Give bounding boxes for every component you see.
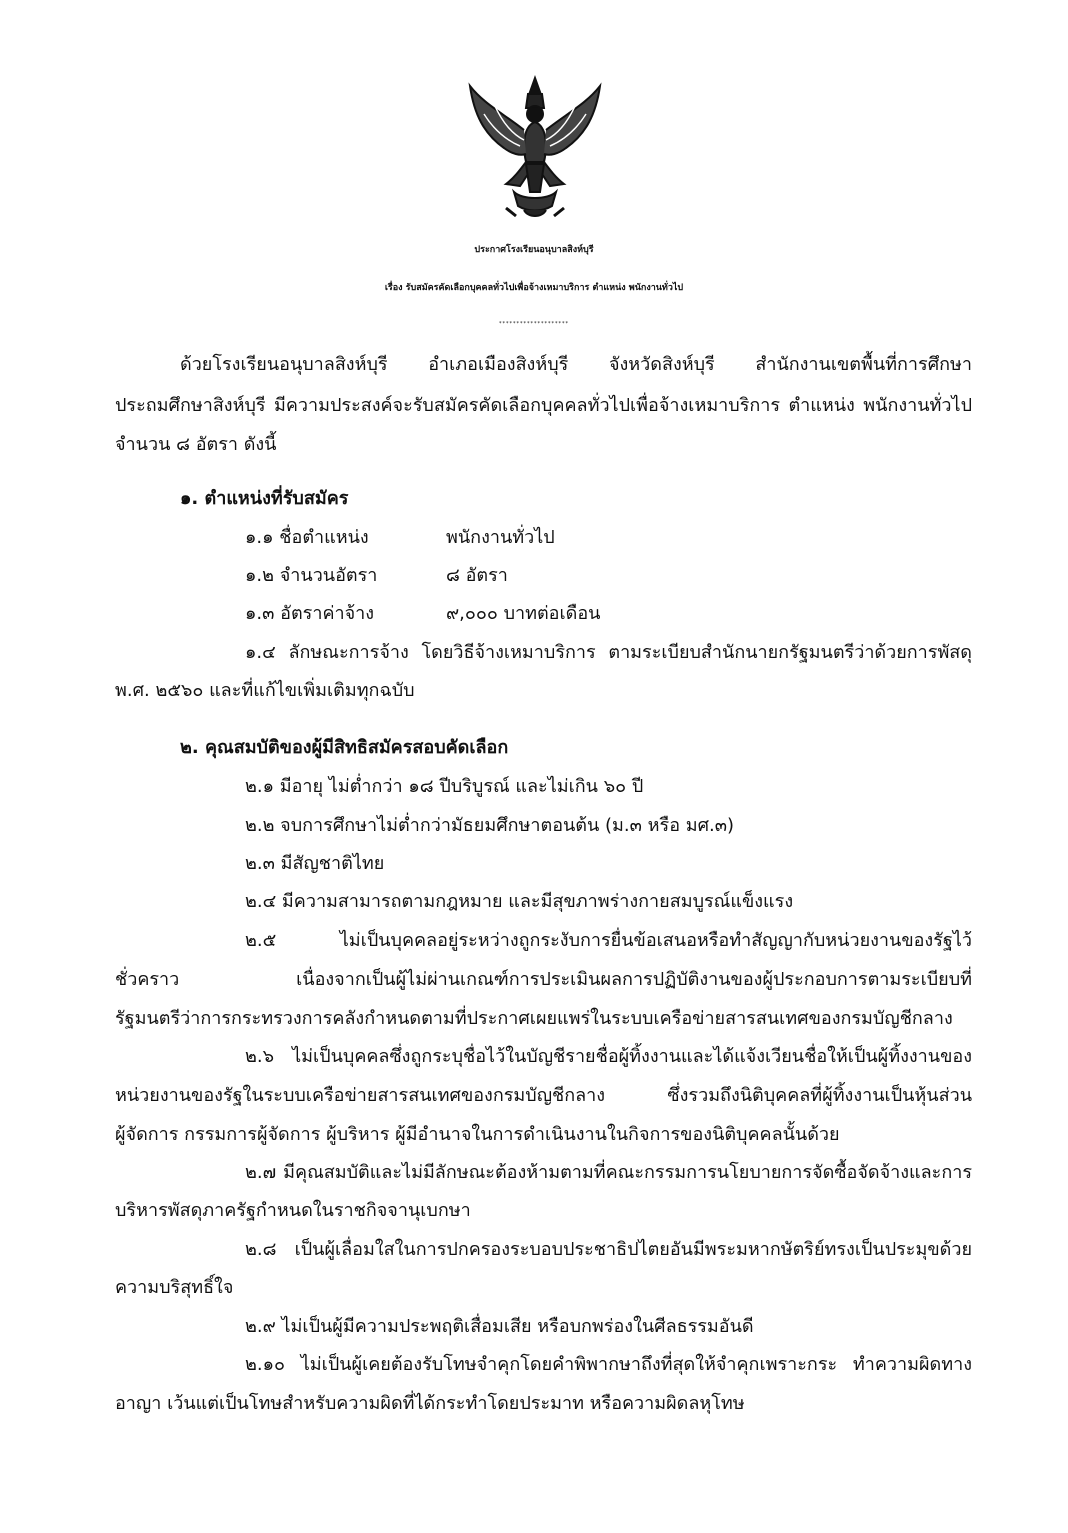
section-2-item-5-line-1: ๒.๕ ไม่เป็นบุคคลอยู่ระหว่างถูกระงับการยื่นข้อเสนอหรือทำสัญญากับหน่วยงานของรัฐไว้ — [245, 930, 972, 951]
section-1-item-4-line-1: ๑.๔ ลักษณะการจ้าง โดยวิธีจ้างเหมาบริการ ตามระเบียบสำนักนายกรัฐมนตรีว่าด้วยการพัสดุ — [245, 642, 972, 663]
intro-line-3: จำนวน ๘ อัตรา ดังนี้ — [115, 434, 277, 455]
section-1-item-value: ๙,๐๐๐ บาทต่อเดือน — [446, 603, 601, 624]
announcement-title: ประกาศโรงเรียนอนุบาลสิงห์บุรี — [474, 245, 594, 255]
section-1-item-value: พนักงานทั่วไป — [446, 527, 555, 548]
section-2-item-6-line-2: หน่วยงานของรัฐในระบบเครือข่ายสารสนเทศของกรมบัญชีกลาง ซึ่งรวมถึงนิติบุคคลที่ผู้ทิ้งงานเป็นหุ้นส่วน — [115, 1085, 972, 1106]
section-2-item-9: ๒.๙ ไม่เป็นผู้มีความประพฤติเสื่อมเสีย หรือบกพร่องในศีลธรรมอันดี — [245, 1316, 754, 1337]
section-2-item-10-line-2: อาญา เว้นแต่เป็นโทษสำหรับความผิดที่ได้กระทำโดยประมาท หรือความผิดลหุโทษ — [115, 1393, 745, 1414]
garuda-emblem-icon — [464, 74, 606, 220]
section-2-item-8-line-1: ๒.๘ เป็นผู้เลื่อมใสในการปกครองระบอบประชาธิปไตยอันมีพระมหากษัตริย์ทรงเป็นประมุขด้วย — [245, 1239, 972, 1260]
section-2-item-1: ๒.๑ มีอายุ ไม่ต่ำกว่า ๑๘ ปีบริบูรณ์ และไม่เกิน ๖๐ ปี — [245, 776, 644, 797]
announcement-subject: เรื่อง รับสมัครคัดเลือกบุคคลทั่วไปเพื่อจ้างเหมาบริการ ตำแหน่ง พนักงานทั่วไป — [384, 283, 684, 293]
section-1-item-4-line-2: พ.ศ. ๒๕๖๐ และที่แก้ไขเพิ่มเติมทุกฉบับ — [115, 680, 415, 701]
section-2-item-5-line-3: รัฐมนตรีว่าการกระทรวงการคลังกำหนดตามที่ประกาศเผยแพร่ในระบบเครือข่ายสารสนเทศของกรมบัญชีกลาง — [115, 1008, 953, 1029]
intro-line-2: ประถมศึกษาสิงห์บุรี มีความประสงค์จะรับสมัครคัดเลือกบุคคลทั่วไปเพื่อจ้างเหมาบริการ ตำแหน่ง พนักงานทั่วไป — [115, 395, 972, 416]
section-1-item-label: ๑.๒ จำนวนอัตรา — [245, 565, 378, 586]
section-1-item-label: ๑.๑ ชื่อตำแหน่ง — [245, 527, 369, 548]
section-1-heading: ๑. ตำแหน่งที่รับสมัคร — [180, 488, 349, 509]
section-2-item-2: ๒.๒ จบการศึกษาไม่ต่ำกว่ามัธยมศึกษาตอนต้น (ม.๓ หรือ มศ.๓) — [245, 815, 735, 836]
section-2-heading: ๒. คุณสมบัติของผู้มีสิทธิสมัครสอบคัดเลือก — [180, 737, 509, 758]
section-2-item-7-line-1: ๒.๗ มีคุณสมบัติและไม่มีลักษณะต้องห้ามตามที่คณะกรรมการนโยบายการจัดซื้อจัดจ้างและการ — [245, 1162, 972, 1183]
section-1-item-value: ๘ อัตรา — [446, 565, 508, 586]
section-2-item-6-line-3: ผู้จัดการ กรรมการผู้จัดการ ผู้บริหาร ผู้มีอำนาจในการดำเนินงานในกิจการของนิติบุคคลนั้นด้วย — [115, 1124, 840, 1145]
section-2-item-4: ๒.๔ มีความสามารถตามกฎหมาย และมีสุขภาพร่างกายสมบูรณ์แข็งแรง — [245, 891, 794, 912]
section-2-item-5-line-2: ชั่วคราว เนื่องจากเป็นผู้ไม่ผ่านเกณฑ์การประเมินผลการปฏิบัติงานของผู้ประกอบการตามระเบียบที่ — [115, 969, 972, 990]
section-2-item-7-line-2: บริหารพัสดุภาครัฐกำหนดในราชกิจจานุเบกษา — [115, 1200, 471, 1221]
intro-line-1: ด้วยโรงเรียนอนุบาลสิงห์บุรี อำเภอเมืองสิงห์บุรี จังหวัดสิงห์บุรี สำนักงานเขตพื้นที่การศึกษา — [180, 354, 972, 375]
section-2-item-10-line-1: ๒.๑๐ ไม่เป็นผู้เคยต้องรับโทษจำคุกโดยคำพิพากษาถึงที่สุดให้จำคุกเพราะกระ ทำความผิดทาง — [245, 1354, 972, 1375]
section-1-item-label: ๑.๓ อัตราค่าจ้าง — [245, 603, 375, 624]
section-2-item-8-line-2: ความบริสุทธิ์ใจ — [115, 1277, 234, 1298]
section-2-item-3: ๒.๓ มีสัญชาติไทย — [245, 853, 385, 874]
section-2-item-6-line-1: ๒.๖ ไม่เป็นบุคคลซึ่งถูกระบุชื่อไว้ในบัญชีรายชื่อผู้ทิ้งงานและได้แจ้งเวียนชื่อให้เป็นผู้ทิ้งงานของ — [245, 1046, 972, 1067]
header-divider: ******************** — [499, 321, 569, 327]
